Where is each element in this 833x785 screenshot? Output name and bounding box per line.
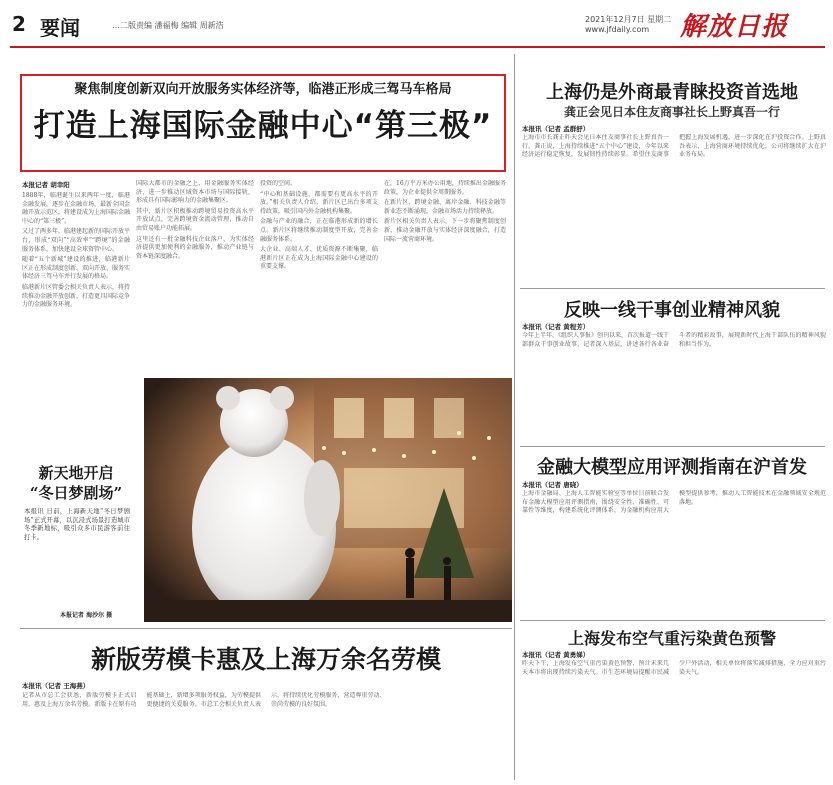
lead-para: 临港新片区管委会相关负责人表示，将持续推动金融开放创新，打造更具国际竞争力的金融服务环境。	[22, 283, 130, 309]
photo-caption: 本报讯 日前，上海新天地“冬日梦剧场”正式开幕，以沉浸式场景打造城市冬季新地标，吸引众多市民游客前往打卡。	[24, 508, 130, 541]
lead-para: 又过了两多年，临港建起新的国际开放平台，形成“双向”“高效率”“跨境”的金融服务体系，加快建设全球资管中心。	[22, 228, 130, 253]
lead-kicker: 聚焦制度创新双向开放服务实体经济等，临港正形成三驾马车格局	[74, 82, 452, 97]
labor-headline: 新版劳模卡惠及上海万余名劳模	[90, 645, 441, 674]
story-rule	[520, 288, 825, 289]
lead-para: 其中，新片区积极推动跨境贸易投资高水平开放试点，完善跨境资金流动管理，推动自由贸易账户功能拓展。	[136, 207, 254, 232]
issue-date	[585, 15, 671, 35]
header-rule	[10, 46, 825, 48]
story-1-headline: 上海仍是外商最青睐投资首选地	[546, 82, 798, 103]
story-1-subhead: 龚正会见日本住友商事社长上野真吾一行	[563, 105, 780, 119]
story-2-headline: 反映一线干事创业精神风貌	[564, 300, 780, 321]
photo-illustration	[144, 378, 512, 622]
story-rule	[520, 446, 825, 447]
lead-para: 随着“五个新城”建设的推进，临港新片区正在形成制度创新、双向开放、服务实体经济三驾马车并行发展的格局。	[22, 256, 130, 281]
lead-para: “中心和基础设施，都需要有更高水平的开放。”相关负责人介绍，新片区已出台多项支持政策，吸引国内外金融机构集聚。	[260, 190, 378, 215]
lead-para: 新片区相关负责人表示，下一步将聚焦制度创新，推动金融开放与实体经济深度融合，打造国际一流营商环境。	[384, 218, 506, 243]
story-rule	[520, 620, 825, 621]
photo-headline-1: 新天地开启	[38, 464, 114, 482]
lead-para: 在新片区，跨境金融、离岸金融、科技金融等新业态不断涌现，金融市场活力持续释放。	[384, 199, 506, 215]
story-1-body: 上海市市长龚正昨天会见日本住友商事社长上野真吾一行。龚正说，上海持续推进“五个中心”建设，今年以来经济运行稳定恢复，发展韧性持续彰显。希望住友商事把握上海发展机遇，进一步深化在沪投资合作。上野真吾表示，上海营商环境持续优化，公司将继续扩大在沪业务布局。	[522, 134, 826, 159]
editors-line: …二版责编 潘福梅 编辑 周新浩	[112, 21, 224, 30]
labor-body: 记者从市总工会获悉，新版劳模卡正式启用，惠及上海万余名劳模。新版卡在原有功能基础上，新增多项服务权益，为劳模提供更便捷的关爱服务。市总工会相关负责人表示，将持续优化劳模服务，营造尊重劳动、崇尚劳模的良好氛围。	[22, 692, 386, 708]
story-4-body: 昨天下午，上海发布空气重污染黄色预警，预计未来几天本市将出现持续污染天气。市生态环境局提醒市民减少户外活动，相关单位将落实减排措施，全力应对重污染天气。	[522, 660, 826, 676]
lead-para: 在，16万平方米办公用地，持续推出金融服务政策，为企业提供全周期服务。	[384, 180, 506, 196]
lead-col-4	[384, 180, 506, 370]
story-2-body: 今年上半年，《组织人事报》创刊以来，首次报道一线干部群众干事创业故事，记者深入基层，讲述各行各业奋斗者的精彩故事，展现新时代上海干部队伍的精神风貌和担当作为。	[522, 332, 826, 348]
story-1-byline: 本报讯（记者 孟群舒）	[522, 125, 590, 133]
lead-para: 这里还有一批金融科技企业落户，为实体经济提供更加便利的金融服务，推动产业链与资本链深度融合。	[136, 235, 254, 260]
story-4-byline: 本报讯（记者 黄勇娣）	[522, 651, 590, 659]
lead-col-2	[136, 180, 254, 370]
lead-para: 金融与产业的融合，正在临港形成新的增长点。新片区将继续推动制度型开放，完善金融服务体系。	[260, 218, 378, 243]
story-2-byline: 本报讯（记者 黄程芳）	[522, 323, 590, 331]
labor-byline: 本报讯（记者 王海燕）	[22, 682, 90, 690]
lead-para: 国际大都市的金融之上，用金融服务实体经济，进一步推动区域资本市场与国际接轨，形成具有国际影响力的金融集聚区。	[136, 180, 254, 205]
story-3-byline: 本报讯（记者 唐晓）	[522, 481, 583, 489]
section-name: 要闻	[40, 16, 80, 40]
lead-para: 1888年，临港诞生以来两年一度，临港金融发展，逐步在金融市场，最新全国金融开放示范区，将建设成为上海国际金融中心的“第三极”。	[22, 192, 130, 225]
news-photo	[144, 378, 512, 622]
section-rule	[20, 628, 512, 629]
lead-para: 大企业、高端人才、优质资源不断集聚，临港新片区正在成为上海国际金融中心建设的重要支撑。	[260, 246, 378, 271]
lead-byline: 本报记者 胡幸阳	[22, 181, 70, 189]
page-number: 2	[12, 12, 26, 36]
lead-col-1	[22, 192, 130, 370]
story-3-body: 上海市金融局、上海人工智能实验室等单位日前联合发布金融大模型应用评测指南，围绕安全性、准确性、可靠性等维度，构建系统化评测体系，为金融机构应用大模型提供参考，推动人工智能技术在金融领域安全规范落地。	[522, 490, 826, 515]
site-url: www.jfdaily.com	[585, 25, 650, 34]
photo-credit: 本报记者 海沙尔 摄	[60, 612, 113, 619]
date-line: 2021年12月7日 星期二	[585, 15, 672, 24]
story-3-headline: 金融大模型应用评测指南在沪首发	[537, 457, 807, 478]
column-divider	[514, 54, 515, 780]
lead-headline: 打造上海国际金融中心“第三极”	[33, 108, 493, 144]
photo-headline-2: “冬日梦剧场”	[29, 484, 123, 502]
lead-para: 投资的空间。	[260, 180, 297, 187]
story-4-headline: 上海发布空气重污染黄色预警	[567, 629, 776, 648]
lead-col-3	[260, 180, 378, 370]
newspaper-logo: 解放日报	[680, 12, 789, 42]
